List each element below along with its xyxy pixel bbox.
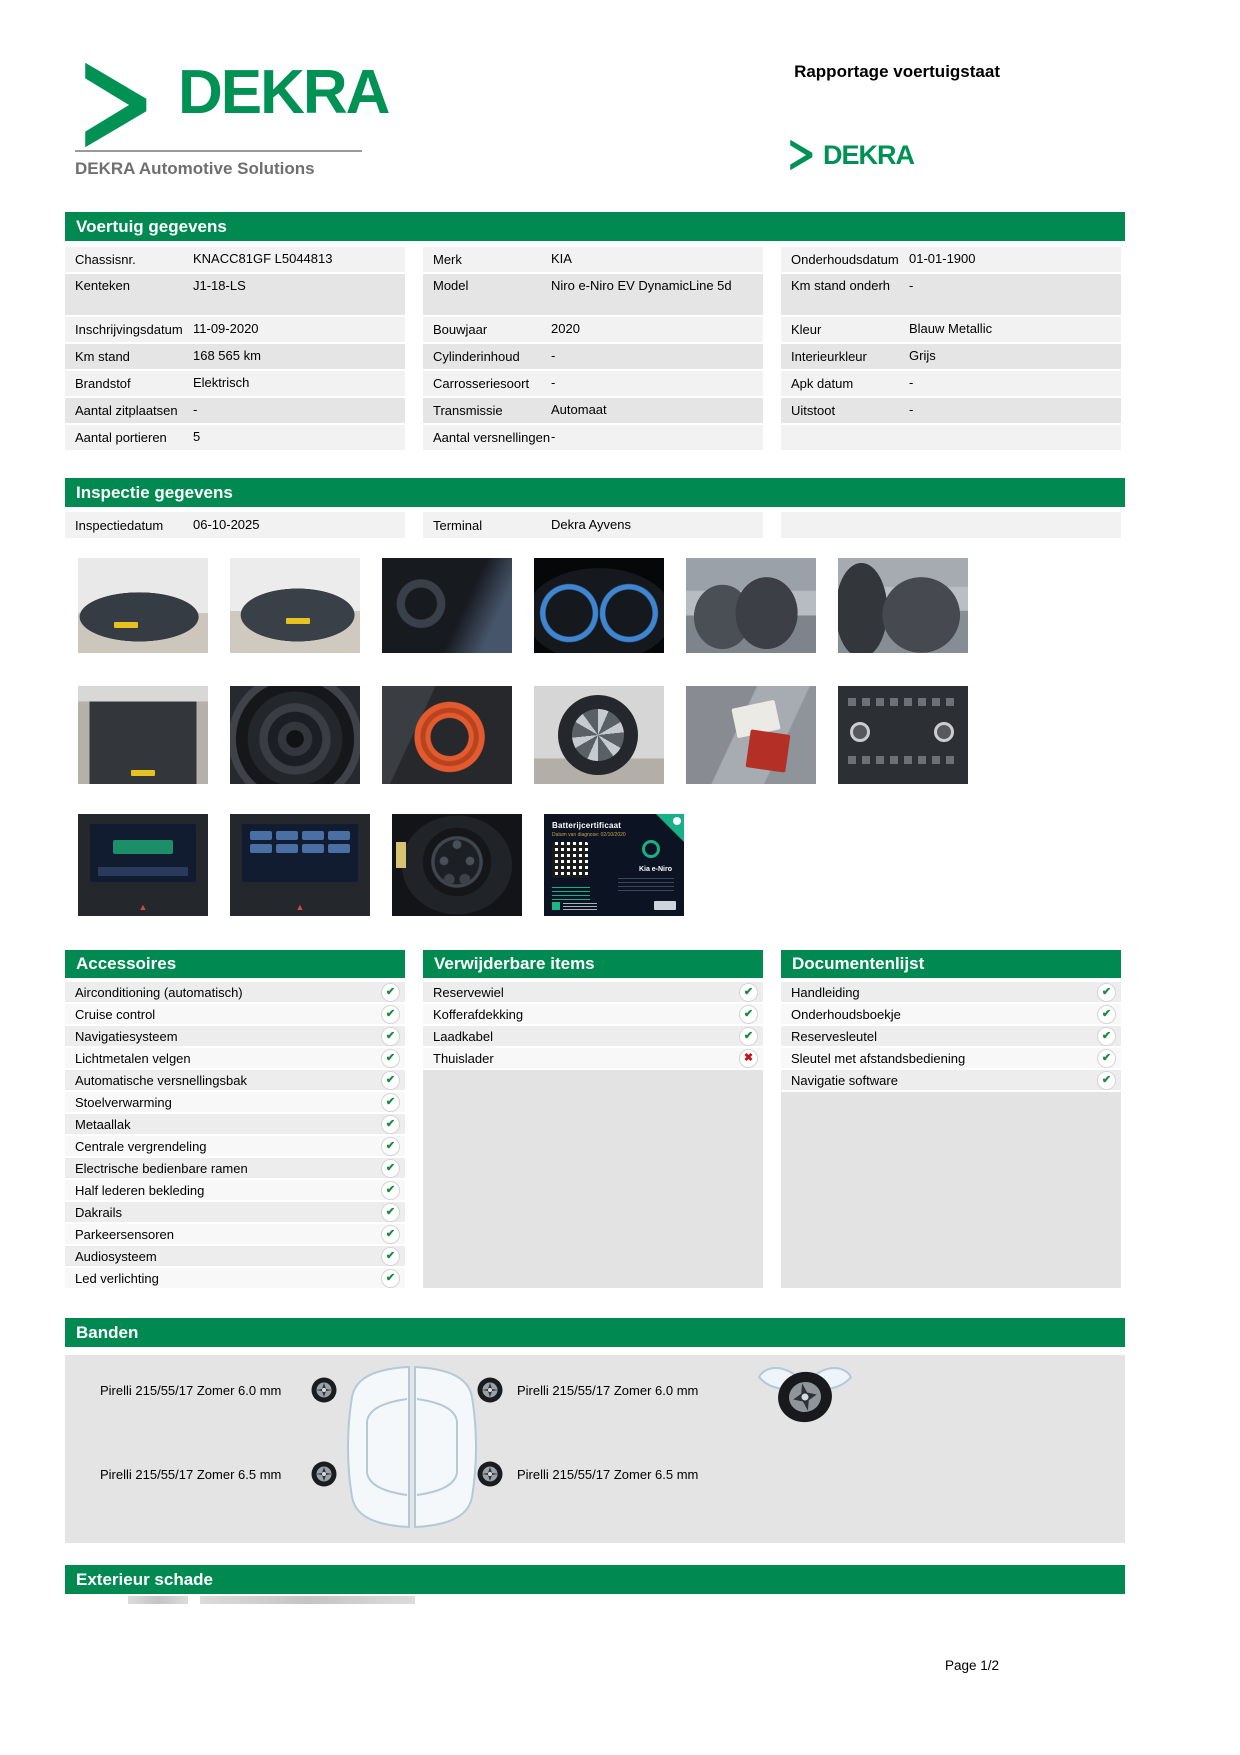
dekra-arrow-small-icon [786,138,816,172]
photo-row-1 [78,558,968,653]
table-row [423,371,763,396]
photo-seat-with-documents [686,686,816,784]
check-icon: ✔ [381,1027,400,1046]
item-label: Parkeersensoren [75,1226,174,1242]
popup-graphic [113,840,172,854]
knob-graphic [850,722,870,742]
section-header-voertuig-gegevens: Voertuig gegevens [65,212,1125,241]
page-number: Page 1/2 [945,1658,1000,1673]
photo-infotainment-radio [78,814,208,916]
table-row [423,344,763,369]
item-label: Audiosysteem [75,1248,157,1264]
table-row [781,398,1121,423]
field-value: Automaat [551,402,607,418]
list-item [781,1048,1121,1068]
item-label: Navigatie software [791,1072,898,1088]
dekra-logo-small [786,138,914,172]
cross-icon: ✖ [739,1049,758,1068]
table-row [65,512,405,538]
field-value: KIA [551,251,572,267]
list-item [65,1136,405,1156]
inspection-cell-empty [781,512,1121,538]
tyre-front-right-label: Pirelli 215/55/17 Zomer 6.0 mm [517,1383,699,1398]
list-item [65,1246,405,1266]
footer-logo-square [552,902,560,910]
table-row [423,425,763,450]
field-label: Transmissie [433,403,503,418]
button-row-graphic [848,698,958,706]
cutoff-diagram-sliver [128,1596,188,1604]
field-value: 168 565 km [193,348,261,364]
field-label: Chassisnr. [75,252,136,267]
list-item [781,1070,1121,1090]
table-row [781,317,1121,342]
table-row [781,247,1121,272]
field-label: Bouwjaar [433,322,488,337]
field-label: Inspectiedatum [75,517,164,533]
photo-charge-port [392,814,522,916]
accessories-list [65,982,405,1288]
table-row [65,425,405,450]
field-value: Grijs [909,348,936,364]
item-label: Thuislader [433,1050,494,1066]
sticker-graphic [396,842,406,868]
app-icons-graphic [250,831,350,853]
documents-list [781,982,1121,1090]
certificate-subtitle: Datum van diagnose: 02/10/2020 [552,832,626,838]
field-label: Terminal [433,517,483,533]
item-label: Half lederen bekleding [75,1182,205,1198]
item-label: Sleutel met afstandsbediening [791,1050,966,1066]
list-item [65,1180,405,1200]
list-item [423,1026,763,1046]
tyres-panel [65,1355,1125,1543]
section-header-inspectie-gegevens: Inspectie gegevens [65,478,1125,507]
item-label: Electrische bedienbare ramen [75,1160,248,1176]
table-row [65,317,405,342]
check-icon: ✔ [739,1027,758,1046]
dekra-arrow-logo-icon [72,58,158,152]
list-item [65,1070,405,1090]
warning-triangle-icon: ▲ [138,902,148,912]
field-label: Brandstof [75,376,131,391]
field-label: Uitstoot [791,403,836,418]
field-value: - [193,402,198,418]
red-booklet-graphic [746,729,791,772]
check-icon: ✔ [1097,1005,1116,1024]
item-label: Reservewiel [433,984,504,1000]
logo-subtitle: DEKRA Automotive Solutions [75,159,315,178]
photo-rear-seats [838,558,968,653]
photo-battery-certificate [544,814,684,916]
license-plate [131,770,155,776]
cutoff-diagram-sliver [200,1596,415,1604]
table-row [781,344,1121,369]
item-label: Centrale vergrendeling [75,1138,207,1154]
table-row [423,247,763,272]
check-icon: ✔ [381,1159,400,1178]
check-icon: ✔ [1097,1071,1116,1090]
check-icon: ✔ [381,1203,400,1222]
photo-climate-console [838,686,968,784]
photo-infotainment-menu [230,814,370,916]
footer-text-lines [563,902,597,910]
list-item [65,1092,405,1112]
inspection-cell-terminal [423,512,763,538]
check-icon: ✔ [381,1137,400,1156]
tyre-front-left-label: Pirelli 215/55/17 Zomer 6.0 mm [100,1383,282,1398]
check-icon: ✔ [381,1071,400,1090]
check-icon: ✔ [739,1005,758,1024]
inspection-cell-date [65,512,405,538]
tyre-rear-left-label: Pirelli 215/55/17 Zomer 6.5 mm [100,1467,282,1482]
vehicle-table-column-2 [423,247,763,450]
section-header-accessoires: Accessoires [65,950,405,978]
check-icon: ✔ [381,1269,400,1288]
field-label: Interieurkleur [791,349,867,364]
page-title: Rapportage voertuigstaat [794,62,1000,81]
item-label: Stoelverwarming [75,1094,172,1110]
table-row [65,398,405,423]
field-value: Dekra Ayvens [551,516,631,532]
list-item [423,1048,763,1068]
certificate-text-lines [618,877,674,891]
vehicle-table-column-3 [781,247,1121,450]
table-row [65,247,405,272]
table-row [781,425,1121,450]
field-label: Cylinderinhoud [433,349,520,364]
accessories-panel [65,950,405,1290]
photo-alloy-wheel [534,686,664,784]
tire-graphic [558,695,638,775]
removable-items-list [423,982,763,1068]
field-value: 06-10-2025 [193,516,260,532]
check-icon: ✔ [1097,1027,1116,1046]
field-label: Kenteken [75,278,130,293]
field-value: Blauw Metallic [909,321,993,337]
field-value: 11-09-2020 [193,321,259,337]
screen-graphic [90,824,196,882]
field-value: 2020 [551,321,580,337]
field-value: - [909,402,914,418]
list-item [423,982,763,1002]
table-row [65,274,405,315]
list-item [65,982,405,1002]
documents-panel [781,950,1121,1288]
logo-divider [75,150,362,152]
license-plate [286,618,310,624]
brand-badge-graphic [654,901,676,910]
item-label: Lichtmetalen velgen [75,1050,191,1066]
field-value: - [551,375,556,391]
item-label: Cruise control [75,1006,156,1022]
photo-exterior-front-left [78,558,208,653]
section-header-banden: Banden [65,1318,1125,1347]
list-item [781,1026,1121,1046]
menu-band-graphic [98,867,187,876]
list-item [65,1224,405,1244]
item-label: Onderhoudsboekje [791,1006,901,1022]
empty-list-area [781,1092,1121,1288]
photo-charging-cable [382,686,512,784]
photo-dashboard [382,558,512,653]
table-row [781,371,1121,396]
check-icon: ✔ [381,1049,400,1068]
field-label: Merk [433,252,462,267]
photo-exterior-rear-left [230,558,360,653]
table-row [781,512,1121,538]
photo-instrument-cluster [534,558,664,653]
field-label: Apk datum [791,376,854,391]
item-label: Airconditioning (automatisch) [75,984,243,1000]
list-item [781,1004,1121,1024]
table-row [423,274,763,315]
car-diagram-left-half [339,1359,411,1535]
field-label: Model [433,278,469,293]
item-label: Dakrails [75,1204,122,1220]
table-row [423,398,763,423]
field-value: 5 [193,429,201,445]
field-label: Carrosseriesoort [433,376,530,391]
list-item [65,1004,405,1024]
item-label: Led verlichting [75,1270,159,1286]
section-header-documentenlijst: Documentenlijst [781,950,1121,978]
battery-gauge-ring-icon [642,840,660,858]
tyre-icon-front-left [311,1377,337,1403]
license-plate [114,622,138,628]
check-icon: ✔ [381,983,400,1002]
field-value: KNACC81GF L5044813 [193,251,333,267]
field-value: Niro e-Niro EV DynamicLine 5d [551,278,732,293]
ribbon-logo-dot [673,817,681,825]
list-item [781,982,1121,1002]
field-value: 01-01-1900 [909,251,976,267]
list-item [65,1048,405,1068]
field-label: Aantal versnellingen [433,430,551,445]
field-value: J1-18-LS [193,278,246,293]
photo-trunk-open [78,686,208,784]
certificate-model: Kia e-Niro [638,866,672,873]
vehicle-table-column-1 [65,247,405,450]
knob-graphic [934,722,954,742]
check-icon: ✔ [381,1115,400,1134]
check-icon: ✔ [381,1005,400,1024]
screen-graphic [242,824,358,882]
certificate-note-lines [552,884,590,900]
qr-code-icon [552,842,588,878]
removable-items-panel [423,950,763,1288]
warning-triangle-icon: ▲ [295,902,305,912]
field-label: Onderhoudsdatum [791,252,899,267]
certificate-title: Batterijcertificaat [552,821,622,830]
list-item [65,1202,405,1222]
field-value: Elektrisch [193,375,250,391]
field-label: Kleur [791,322,822,337]
empty-list-area [423,1070,763,1288]
dekra-logo-wordmark: DEKRA [178,58,389,127]
photo-row-3 [78,814,684,916]
check-icon: ✔ [381,1093,400,1112]
list-item [65,1026,405,1046]
section-header-exterieur-schade: Exterieur schade [65,1565,1125,1594]
check-icon: ✔ [1097,1049,1116,1068]
field-value: - [909,278,914,293]
item-label: Laadkabel [433,1028,493,1044]
table-row [65,371,405,396]
item-label: Reservesleutel [791,1028,877,1044]
section-header-verwijderbare-items: Verwijderbare items [423,950,763,978]
dekra-logo-small-text: DEKRA [823,139,915,170]
list-item [65,1268,405,1288]
list-item [423,1004,763,1024]
wheel-spokes-graphic [572,709,624,761]
table-row [65,344,405,369]
field-label: Km stand [75,349,130,364]
list-item [65,1114,405,1134]
spare-wheel-graphic [755,1355,855,1435]
table-row [423,317,763,342]
item-label: Navigatiesysteem [75,1028,178,1044]
item-label: Metaallak [75,1116,131,1132]
field-label: Km stand onderh [791,278,891,293]
check-icon: ✔ [381,1181,400,1200]
field-label: Inschrijvingsdatum [75,322,183,337]
check-icon: ✔ [739,983,758,1002]
car-diagram-right-half [413,1359,485,1535]
photo-front-interior [686,558,816,653]
field-value: - [909,375,914,391]
table-row [781,274,1121,315]
table-row [423,512,763,538]
check-icon: ✔ [381,1225,400,1244]
field-label: Aantal portieren [75,430,167,445]
item-label: Kofferafdekking [433,1006,524,1022]
item-label: Automatische versnellingsbak [75,1072,247,1088]
check-icon: ✔ [1097,983,1116,1002]
field-value: - [551,348,556,364]
field-value: - [551,429,556,445]
button-row-graphic [848,756,958,764]
tyre-rear-right-label: Pirelli 215/55/17 Zomer 6.5 mm [517,1467,699,1482]
check-icon: ✔ [381,1247,400,1266]
tyre-icon-rear-left [311,1461,337,1487]
list-item [65,1158,405,1178]
item-label: Handleiding [791,984,860,1000]
field-label: Aantal zitplaatsen [75,403,178,418]
photo-spare-wheel-well [230,686,360,784]
photo-row-2 [78,686,968,784]
